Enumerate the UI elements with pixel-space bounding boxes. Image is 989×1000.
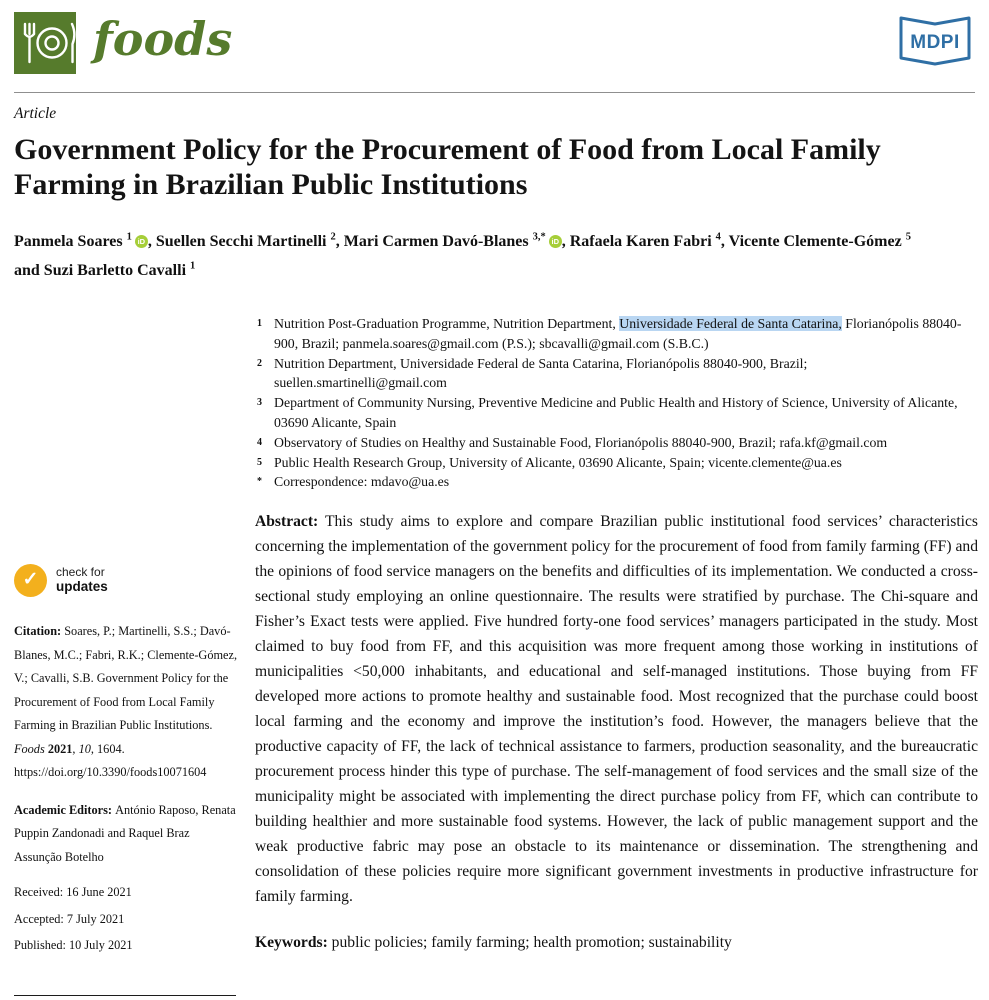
header-divider — [14, 92, 975, 93]
mdpi-logo — [895, 12, 975, 70]
editors-label: Academic Editors: — [14, 802, 116, 817]
affiliation-text: Nutrition Post-Graduation Programme, Nutrition Department, Universidade Federal de Santa Catarina, Florianópolis 88040-900, Brazil; panmela.soares@gmail.com (P.S.); sbcavalli@gmail.com (S.B.C.) — [274, 316, 962, 351]
received-date: Received: 16 June 2021 — [14, 885, 132, 899]
correspondence-text: Correspondence: mdavo@ua.es — [274, 474, 450, 490]
doi-link[interactable]: https://doi.org/10.3390/foods10071604 — [14, 765, 207, 779]
author: Suzi Barletto Cavalli $^1$ — [43, 260, 196, 279]
affiliation-item: 1 Nutrition Post-Graduation Programme, Nutrition Department, Universidade Federal de Santa Catarina, Florianópolis 88040-900, Brazil; panmela.soares@gmail.com (P.S.); sbcavalli@gmail.com (S.B.C.) — [257, 316, 962, 351]
check-badge-label: check for updates — [56, 565, 108, 594]
sidebar-bottom-divider — [14, 995, 236, 996]
affiliation-text: Department of Community Nursing, Preventive Medicine and Public Health and History of Science, University of Alicante, 03690 Alicante, Spain — [274, 395, 958, 430]
affiliation-item: 5 Public Health Research Group, University of Alicante, 03690 Alicante, Spain; vicente.clemente@ua.es — [257, 454, 842, 470]
abstract-label: Abstract: — [255, 513, 319, 530]
citation-label: Citation: — [14, 624, 65, 638]
abstract-text: This study aims to explore and compare Brazilian public institutional food services’ characteristics concerning the implementation of the government policy for the procurement of food from family farming (FF) and the opinions of food service managers on the benefits and difficulties of its implementation. We conducted a cross-sectional study employing an online questionnaire. The results were stratified by purchase. The Chi-square and Fisher’s Exact tests were applied. Five hundred forty-one food services’ managers participated in the study. Most claimed to buy food from FF, and this acquisition was more frequent among those working in institutions of municipalities <50,000 inhabitants, and educational and self-managed institutions. Those buying from FF developed more actions to promote healthy and sustainable food. Most recognized that the purchase could boost local farming and the economy and improve the institution’s food. However, the managers believe that the productive capacity of FF, the lack of technical assistance to farmers, production seasonality, and the bureaucratic procurement process hinder this type of purchase. The self-management of food services and the small size of the municipality might be associated with implementing the direct purchase policy from FF, which can contribute to building healthier and more sustainable food systems. However, the lack of public management support and the weak productive fabric may pose an obstacle to its maintenance or dissemination. The strengthening and consolidation of these policies require more significant government investments in productive infrastructure for family farming. — [255, 513, 978, 905]
keywords-label: Keywords: — [255, 934, 328, 951]
article-title: Government Policy for the Procurement of Food from Local Family Farming in Brazilian Public Institutions — [14, 133, 881, 201]
sidebar — [14, 560, 239, 962]
author: Suellen Secchi Martinelli $^2$, — [155, 232, 344, 251]
orcid-icon[interactable]: iD — [549, 235, 562, 248]
authors-line — [14, 226, 914, 283]
author: Rafaela Karen Fabri $^4$, — [569, 232, 729, 251]
accepted-date: Accepted: 7 July 2021 — [14, 911, 125, 926]
foods-logo-icon — [14, 12, 76, 74]
affiliations — [255, 314, 981, 492]
orcid-icon[interactable]: iD — [135, 235, 148, 248]
keywords — [255, 930, 978, 955]
svg-text:MDPI: MDPI — [910, 32, 960, 53]
author: Mari Carmen Davó-Blanes $^{3,*}$ iD , — [343, 232, 570, 251]
foods-logo — [14, 12, 232, 74]
academic-editors: Academic Editors: António Raposo, Renata Puppin Zandonadi and Raquel Braz Assunção Botelho — [14, 802, 236, 864]
highlighted-text: Universidade Federal de Santa Catarina, — [619, 316, 842, 331]
article-dates — [14, 882, 239, 955]
affiliation-text: Public Health Research Group, University of Alicante, 03690 Alicante, Spain; vicente.clemente@ua.es — [274, 454, 842, 470]
affiliation-item: 3 Department of Community Nursing, Preventive Medicine and Public Health and History of Science, University of Alicante, 03690 Alicante, Spain — [257, 395, 958, 430]
abstract — [255, 509, 978, 909]
citation-block: Citation: Soares, P.; Martinelli, S.S.; Davó-Blanes, M.C.; Fabri, R.K.; Clemente-Gómez, V.; Cavalli, S.B. Government Policy for the Procurement of Food from Local Family Farming in Brazilian Public Institutions. Foods 2021, 10, 1604. https://doi.org/10.3390/foods10071604 — [14, 624, 238, 779]
author: Vicente Clemente-Gómez $^5$ and — [14, 232, 911, 279]
keywords-text: public policies; family farming; health promotion; sustainability — [331, 934, 732, 951]
published-date: Published: 10 July 2021 — [14, 938, 133, 952]
affiliation-item: 2 Nutrition Department, Universidade Federal de Santa Catarina, Florianópolis 88040-900, Brazil; suellen.smartinelli@gmail.com — [257, 355, 808, 391]
author: Panmela Soares $^1$ iD , — [14, 232, 156, 251]
journal-name: foods — [93, 12, 233, 66]
check-icon: ✓ — [14, 564, 47, 597]
affiliation-text: Nutrition Department, Universidade Federal de Santa Catarina, Florianópolis 88040-900, Brazil; suellen.smartinelli@gmail.com — [274, 355, 808, 391]
article-type-label: Article — [14, 105, 57, 122]
journal-header — [14, 12, 975, 74]
affiliation-text: Observatory of Studies on Healthy and Sustainable Food, Florianópolis 88040-900, Brazil; rafa.kf@gmail.com — [274, 434, 888, 450]
abstract-column — [255, 509, 978, 955]
affiliation-item: 4 Observatory of Studies on Healthy and Sustainable Food, Florianópolis 88040-900, Brazil; rafa.kf@gmail.com — [257, 434, 888, 450]
affiliation-item: * Correspondence: mdavo@ua.es — [257, 474, 450, 490]
check-for-updates-badge[interactable] — [14, 560, 239, 600]
